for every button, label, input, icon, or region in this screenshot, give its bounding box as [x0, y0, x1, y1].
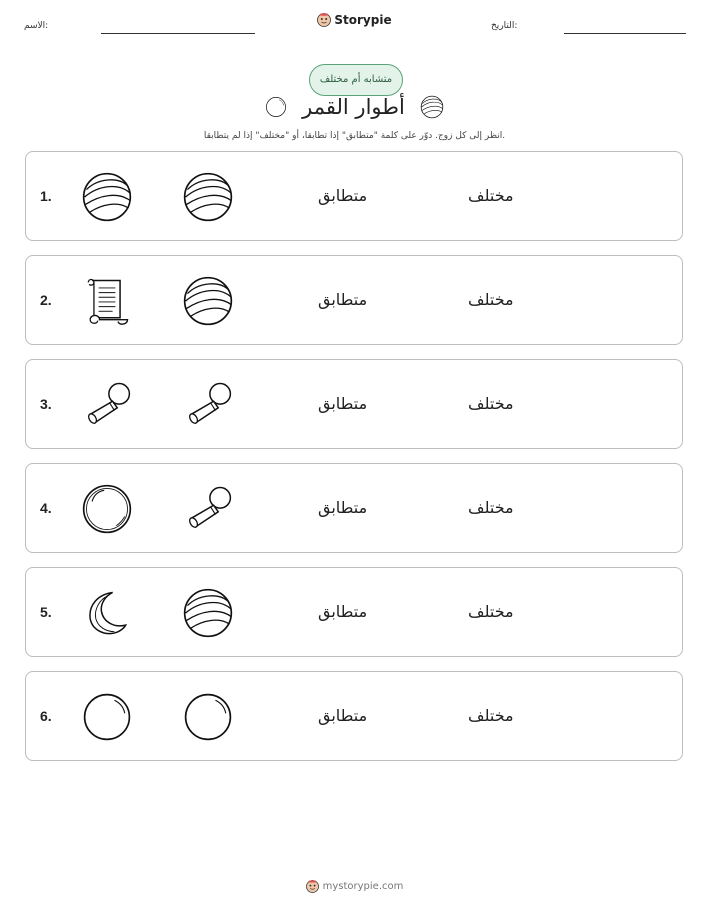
different-option[interactable]: مختلف [468, 394, 514, 413]
question-row [25, 151, 683, 241]
instructions: انظر إلى كل زوج. دوّر على كلمة "متطابق" إذا تطابقا، أو "مختلف" إذا لم يتطابقا. [203, 131, 506, 141]
category-badge: متشابه أم مختلف [309, 64, 403, 96]
question-number: 6. [40, 708, 52, 724]
question-number: 2. [40, 292, 52, 308]
question-row [25, 359, 683, 449]
telescope-icon [179, 377, 237, 433]
question-number: 5. [40, 604, 52, 620]
question-row [25, 255, 683, 345]
telescope-icon [78, 377, 136, 433]
bubble-icon [78, 481, 136, 537]
question-number: 4. [40, 500, 52, 516]
storypie-mascot-icon [317, 13, 331, 27]
same-option[interactable]: متطابق [318, 290, 368, 309]
name-label: الاسم: [24, 21, 49, 31]
same-option[interactable]: متطابق [318, 602, 368, 621]
name-field[interactable] [101, 33, 255, 34]
banded-ball-icon [179, 169, 237, 225]
different-option[interactable]: مختلف [468, 498, 514, 517]
footer [0, 880, 709, 893]
same-option[interactable]: متطابق [318, 706, 368, 725]
same-option[interactable]: متطابق [318, 498, 368, 517]
same-option[interactable]: متطابق [318, 394, 368, 413]
same-option[interactable]: متطابق [318, 186, 368, 205]
date-field[interactable] [564, 33, 686, 34]
title-row [0, 94, 709, 120]
question-number: 1. [40, 188, 52, 204]
different-option[interactable]: مختلف [468, 186, 514, 205]
question-row [25, 671, 683, 761]
banded-ball-icon [179, 585, 237, 641]
different-option[interactable]: مختلف [468, 706, 514, 725]
question-number: 3. [40, 396, 52, 412]
different-option[interactable]: مختلف [468, 290, 514, 309]
different-option[interactable]: مختلف [468, 602, 514, 621]
banded-ball-icon [419, 94, 445, 120]
full-moon-icon [78, 689, 136, 745]
brand-name: Storypie [334, 13, 392, 27]
scroll-icon [78, 273, 136, 329]
full-moon-icon [179, 689, 237, 745]
moon-icon [264, 95, 288, 119]
banded-ball-icon [179, 273, 237, 329]
footer-site: mystorypie.com [322, 881, 404, 892]
crescent-moon-icon [78, 585, 136, 641]
question-row [25, 567, 683, 657]
question-row [25, 463, 683, 553]
brand-logo [0, 13, 709, 27]
telescope-icon [179, 481, 237, 537]
page-title: أطوار القمر [302, 95, 405, 119]
storypie-mascot-icon [306, 880, 319, 893]
date-label: التاريخ: [491, 21, 518, 31]
banded-ball-icon [78, 169, 136, 225]
